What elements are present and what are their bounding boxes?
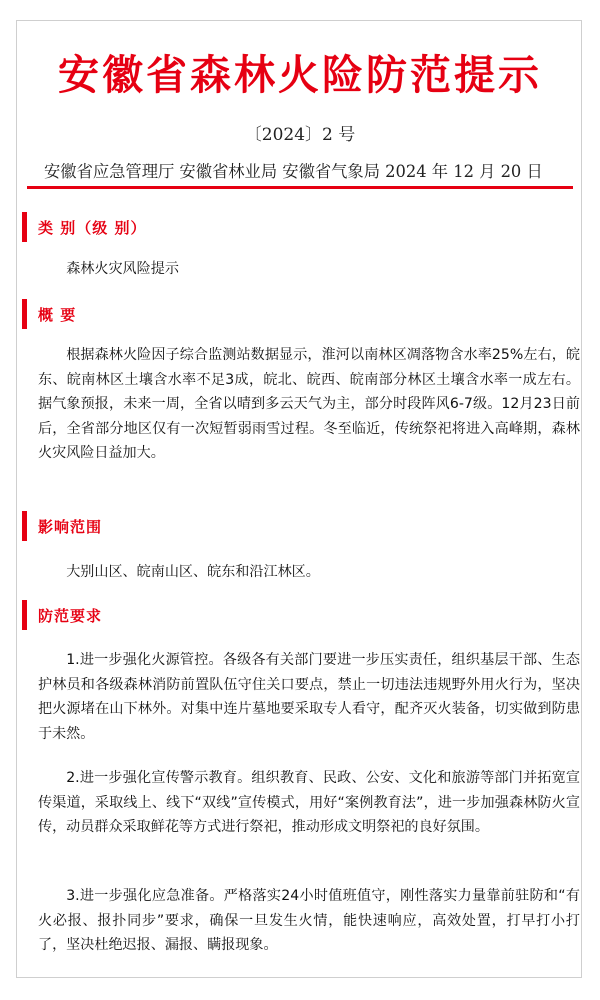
scope-text: 大别山区、皖南山区、皖东和沿江林区。: [66, 564, 320, 580]
requirement-item-2: 2.进一步强化宣传警示教育。组织教育、民政、公安、文化和旅游等部门并拓宽宣传渠道，采取线上、线下“双线”宣传模式，用好“案例教育法”，进一步加强森林防火宣传，动员群众采取鲜花等方式进行祭祀，推动形成文明祭祀的良好氛围。: [38, 770, 580, 835]
document-number: 〔2024〕2 号: [244, 125, 356, 145]
header-divider: [27, 186, 573, 189]
section-marker: [22, 299, 27, 329]
section-heading-requirements: [22, 600, 102, 630]
category-text: 森林火灾风险提示: [66, 261, 179, 277]
document-title: 安徽省森林火险防范提示: [58, 51, 542, 99]
issuer-line: 安徽省应急管理厅 安徽省林业局 安徽省气象局 2024 年 12 月 20 日: [44, 162, 543, 181]
overview-paragraph: 根据森林火险因子综合监测站数据显示，淮河以南林区凋落物含水率25%左右，皖东、皖南林区土壤含水率不足3成，皖北、皖西、皖南部分林区土壤含水率一成左右。据气象预报，未来一周，全省以晴到多云天气为主，部分时段阵风6-7级。12月23日前后，全省部分地区仅有一次短暂弱雨雪过程。冬至临近，传统祭祀将进入高峰期，森林火灾风险日益加大。: [38, 347, 580, 461]
requirement-item-3: 3.进一步强化应急准备。严格落实24小时值班值守，刚性落实力量靠前驻防和“有火必报、报扑同步”要求，确保一旦发生火情，能快速响应，高效处置，打早打小打了，坚决杜绝迟报、漏报、瞒报现象。: [38, 888, 580, 953]
section-heading-label: 概 要: [38, 305, 77, 324]
section-marker: [22, 511, 27, 541]
section-heading-scope: [22, 511, 102, 541]
section-marker: [22, 600, 27, 630]
section-heading-category: [22, 212, 146, 242]
section-heading-label: 防范要求: [38, 606, 103, 625]
section-heading-label: 影响范围: [38, 517, 103, 536]
requirement-item-1: 1.进一步强化火源管控。各级各有关部门要进一步压实责任，组织基层干部、生态护林员和各级森林消防前置队伍守住关口要点，禁止一切违法违规野外用火行为，坚决把火源堵在山下林外。对集中连片墓地要采取专人看守，配齐灭火装备，切实做到防患于未然。: [38, 652, 580, 742]
section-marker: [22, 212, 27, 242]
section-heading-overview: [22, 299, 76, 329]
section-heading-label: 类 别（级 别）: [38, 218, 147, 237]
